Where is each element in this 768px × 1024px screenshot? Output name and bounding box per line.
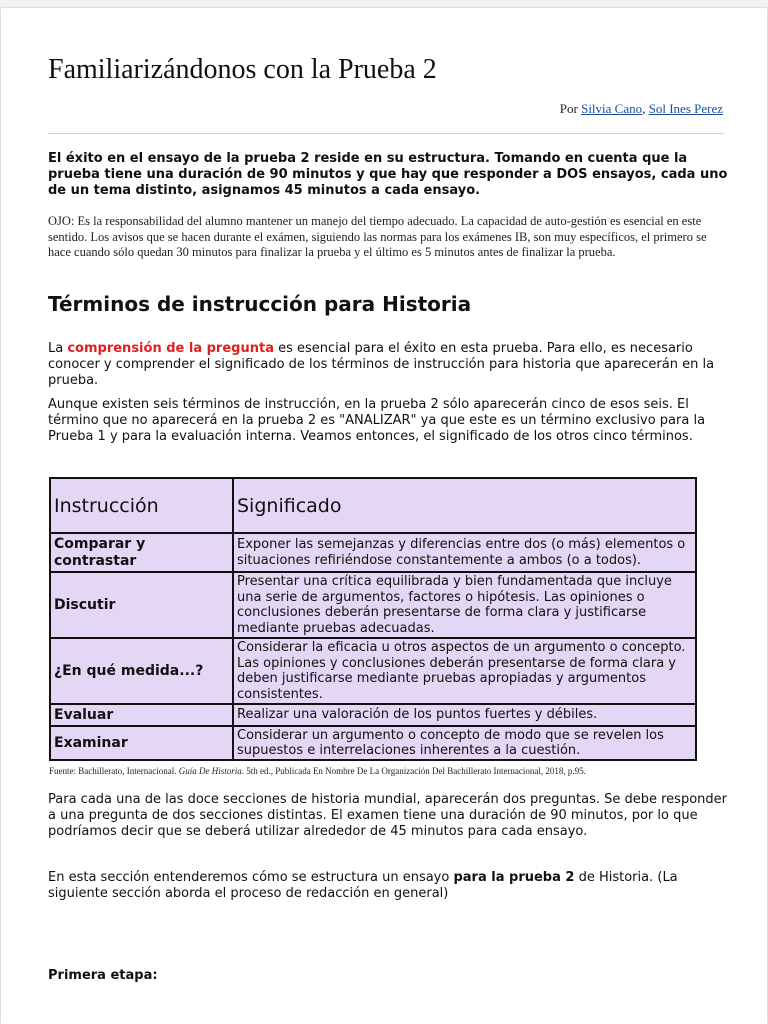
byline-prefix: Por: [559, 101, 582, 116]
structure-bold: para la prueba 2: [453, 870, 575, 885]
term-cell: Discutir: [50, 572, 233, 638]
author-link-silvia-cano[interactable]: Silvia Cano: [581, 101, 643, 116]
terms-count-paragraph: Aunque existen seis términos de instrucción, en la prueba 2 sólo aparecerán cinco de esos seis. El término que no aparecerá en la prueba 2 es "ANALIZAR" ya que este es un término exclusivo para la Prueba 1 y para la evaluación interna. Veamos entonces, el significado de los otros cinco términos.: [48, 397, 706, 444]
term-cell: ¿En qué medida...?: [50, 638, 233, 704]
term-cell: Examinar: [50, 726, 233, 760]
sections-paragraph: Para cada una de las doce secciones de historia mundial, aparecerán dos preguntas. Se debe responder a una pregunta de dos secciones distintas. El examen tiene una duración de 90 minutos, por lo que podríamos decir que se deberá utilizar alrededor de 45 minutos para cada ensayo.: [48, 792, 727, 839]
table-row: [50, 533, 696, 572]
definition-cell: Realizar una valoración de los puntos fuertes y débiles.: [233, 704, 696, 726]
comprehension-highlight: comprensión de la pregunta: [67, 341, 274, 356]
source-citation: [49, 766, 586, 776]
comprehension-paragraph: [48, 341, 730, 389]
term-cell: Evaluar: [50, 704, 233, 726]
byline-separator: ,: [642, 101, 649, 116]
structure-pre: En esta sección entenderemos cómo se estructura un ensayo: [48, 870, 454, 885]
source-post: . 5th ed., Publicada En Nombre De La Organización Del Bachillerato Internacional, 2018, p.95.: [241, 766, 586, 776]
table-row: [50, 704, 696, 726]
column-header-instruccion: Instrucción: [50, 478, 233, 533]
stage-heading: Primera etapa:: [48, 968, 158, 983]
structure-paragraph: [48, 870, 730, 902]
definition-cell: Considerar la eficacia u otros aspectos de un argumento o concepto. Las opiniones y conclusiones deberán presentarse de forma clara y deben justificarse mediante pruebas apropiadas y argumentos consistentes.: [233, 638, 696, 704]
column-header-significado: Significado: [233, 478, 696, 533]
header-divider: [48, 133, 724, 134]
definition-cell: Exponer las semejanzas y diferencias entre dos (o más) elementos o situaciones refiriéndose constantemente a ambos (o a todos).: [233, 533, 696, 572]
intro-paragraph: El éxito en el ensayo de la prueba 2 reside en su estructura. Tomando en cuenta que la prueba tiene una duración de 90 minutos y que hay que responder a DOS ensayos, cada uno de un tema distinto, asignamos 45 minutos a cada ensayo.: [48, 151, 728, 198]
ojo-note: OJO: Es la responsabilidad del alumno mantener un manejo del tiempo adecuado. La capacidad de auto-gestión es esencial en este sentido. Los avisos que se hacen durante el exámen, siguiendo las normas para los exámenes IB, son muy específicos, el primero se hace cuando sólo quedan 30 minutos para finalizar la prueba y el último es 5 minutos antes de finalizar la prueba.: [48, 214, 707, 259]
source-italic-title: Guía De Historia: [178, 766, 242, 776]
section-heading: Términos de instrucción para Historia: [48, 292, 472, 316]
byline: [560, 101, 723, 117]
definition-cell: Presentar una crítica equilibrada y bien fundamentada que incluye una serie de argumentos, factores o hipótesis. Las opiniones o conclusiones deberán presentarse de forma clara y justificarse mediante pruebas adecuadas.: [233, 572, 696, 638]
table-row: [50, 572, 696, 638]
definition-cell: Considerar un argumento o concepto de modo que se revelen los supuestos e interrelaciones inherentes a la cuestión.: [233, 726, 696, 760]
page-title: Familiarizándonos con la Prueba 2: [48, 54, 437, 85]
comprehension-pre: La: [48, 341, 68, 356]
author-link-sol-ines-perez[interactable]: Sol Ines Perez: [648, 101, 723, 116]
document-page: [1, 8, 767, 1024]
term-cell: Comparar y contrastar: [50, 533, 233, 572]
comprehension-post: es esencial para el éxito en esta prueba. Para ello, es necesario conocer y comprender el significado de los términos de instrucción para historia que aparecerán en la prueba.: [48, 341, 715, 388]
structure-post: de Historia. (La siguiente sección aborda el proceso de redacción en general): [48, 870, 678, 901]
table-row: [50, 638, 696, 704]
table-row: [50, 726, 696, 760]
table-header-row: [50, 478, 696, 533]
source-pre: Fuente: Bachillerato, Internacional.: [49, 766, 179, 776]
instruction-terms-table: [49, 477, 697, 761]
